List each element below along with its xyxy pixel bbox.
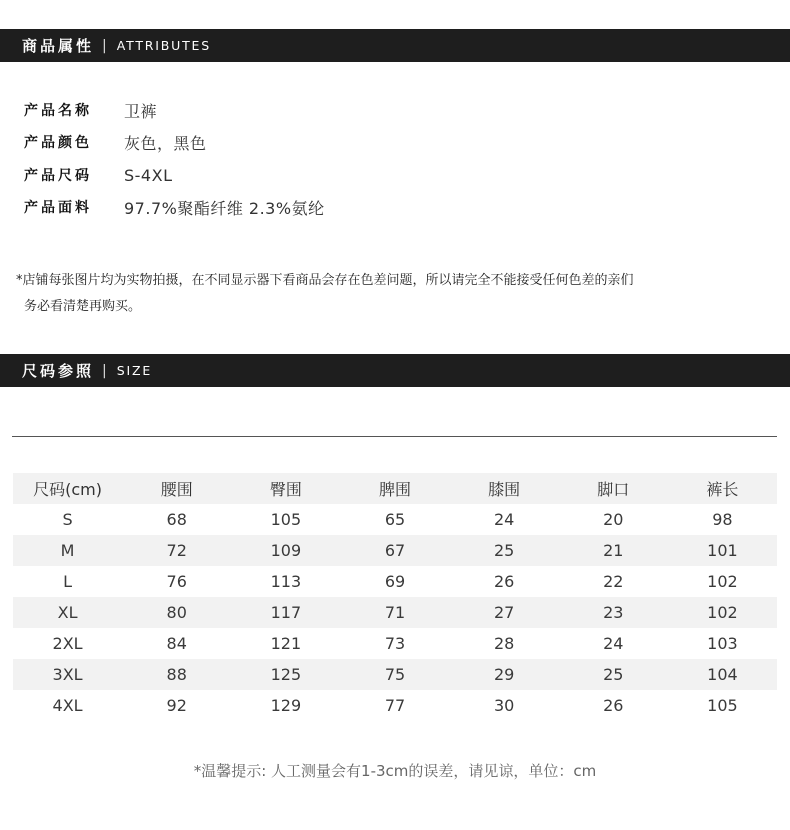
size-label-cell: L [63, 572, 73, 591]
table-cell: 23 [603, 603, 624, 622]
table-cell: 22 [603, 572, 624, 591]
table-cell: 25 [493, 541, 515, 560]
attribute-row-fabric [24, 194, 325, 220]
table-cell: 68 [166, 510, 187, 529]
table-cell: 101 [707, 541, 738, 560]
size-label-cell: 4XL [52, 696, 83, 715]
table-row [13, 690, 777, 721]
divider-line [12, 436, 777, 437]
table-cell: 65 [384, 510, 406, 529]
column-header: 臀围 [269, 480, 302, 499]
table-cell: 125 [270, 665, 302, 684]
table-cell: 105 [707, 696, 738, 715]
attribute-label: 产品名称 [24, 103, 92, 119]
table-cell: 105 [270, 510, 302, 529]
table-cell: 77 [384, 696, 406, 715]
table-cell: 27 [493, 603, 515, 622]
table-cell: 117 [270, 603, 302, 622]
table-row [13, 628, 777, 659]
table-cell: 73 [384, 634, 406, 653]
attribute-value: 卫裤 [124, 101, 158, 121]
table-row [13, 659, 777, 690]
table-cell: 24 [493, 510, 515, 529]
table-cell: 67 [384, 541, 406, 560]
table-cell: 88 [166, 665, 187, 684]
attributes-header-cn: 商品属性 [22, 37, 95, 55]
table-cell: 21 [603, 541, 624, 560]
size-label-cell: 2XL [52, 634, 83, 653]
table-row [13, 535, 777, 566]
attribute-label: 产品尺码 [24, 168, 92, 184]
color-difference-notice [16, 268, 756, 320]
attribute-value: S-4XL [124, 165, 173, 185]
attribute-value: 灰色，黑色 [124, 133, 207, 153]
attribute-label: 产品颜色 [24, 135, 92, 151]
attribute-row-name [24, 97, 157, 123]
table-cell: 69 [384, 572, 406, 591]
size-label-cell: S [62, 510, 73, 529]
column-header: 裤长 [706, 480, 739, 499]
table-cell: 113 [270, 572, 302, 591]
table-cell: 80 [166, 603, 187, 622]
attributes-section-header [0, 29, 790, 62]
table-cell: 98 [712, 510, 733, 529]
table-cell: 25 [603, 665, 624, 684]
table-cell: 92 [166, 696, 187, 715]
table-cell: 104 [707, 665, 738, 684]
size-chart-table [13, 473, 777, 721]
table-cell: 20 [603, 510, 624, 529]
table-cell: 102 [707, 603, 738, 622]
table-cell: 109 [270, 541, 302, 560]
attribute-row-color [24, 129, 207, 155]
table-cell: 30 [493, 696, 515, 715]
size-label-cell: XL [57, 603, 78, 622]
table-cell: 76 [166, 572, 187, 591]
table-cell: 26 [603, 696, 624, 715]
column-header: 膝围 [488, 480, 521, 499]
attribute-row-size [24, 162, 172, 188]
column-header: 脚口 [597, 480, 630, 499]
table-cell: 102 [707, 572, 738, 591]
attribute-label: 产品面料 [24, 200, 92, 216]
table-row [13, 504, 777, 535]
table-cell: 103 [707, 634, 738, 653]
table-cell: 71 [384, 603, 406, 622]
size-header-cn: 尺码参照 [22, 362, 95, 380]
attributes-header-en: ATTRIBUTES [116, 38, 211, 53]
attributes-header-separator: | [102, 37, 107, 54]
table-cell: 28 [493, 634, 515, 653]
column-header: 脾围 [378, 480, 411, 499]
notice-line-2: 务必看清楚再购买。 [24, 299, 142, 314]
size-label-cell: M [60, 541, 75, 560]
size-section-header [0, 354, 790, 387]
table-row [13, 566, 777, 597]
attribute-value: 97.7%聚酯纤维 2.3%氨纶 [124, 198, 325, 218]
table-cell: 29 [493, 665, 515, 684]
measurement-footnote: *温馨提示: 人工测量会有1-3cm的误差，请见谅，单位：cm [193, 762, 597, 780]
table-row [13, 597, 777, 628]
column-header: 腰围 [160, 480, 193, 499]
notice-line-1: *店铺每张图片均为实物拍摄，在不同显示器下看商品会存在色差问题，所以请完全不能接受任何色差的亲们 [16, 273, 634, 288]
table-cell: 121 [270, 634, 302, 653]
table-header-row [13, 473, 777, 504]
table-cell: 26 [493, 572, 515, 591]
size-header-en: SIZE [116, 363, 153, 378]
table-cell: 75 [384, 665, 406, 684]
table-cell: 84 [166, 634, 187, 653]
column-header: 尺码(cm) [33, 480, 102, 499]
size-label-cell: 3XL [52, 665, 83, 684]
table-cell: 24 [603, 634, 624, 653]
size-header-separator: | [102, 362, 107, 379]
table-cell: 129 [270, 696, 302, 715]
table-cell: 72 [166, 541, 187, 560]
